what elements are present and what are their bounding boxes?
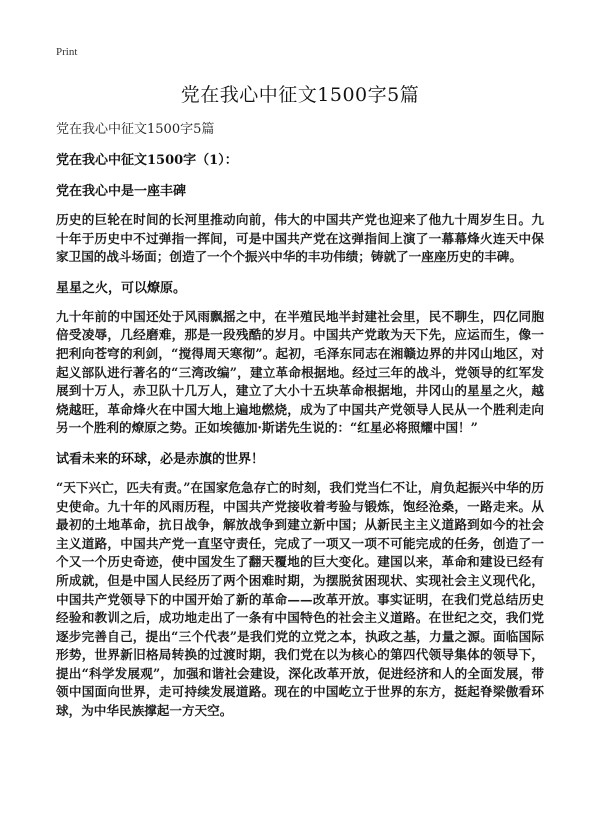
- page-title: 党在我心中征文1500字5篇: [180, 84, 420, 106]
- article-body: [56, 118, 544, 731]
- paragraph-mission: “天下兴亡，匹夫有责。”在国家危急存亡的时刻，我们党当仁不让，肩负起振兴中华的历史使命。九十年的风雨历程，中国共产党接收着考验与锻炼，饱经沧桑，一路走来。从最初的土地革命，抗日战争，解放战争到建立新中国；从新民主主义道路到如今的社会主义道路，中国共产党一直坚守责任，完成了一项又一项不可能完成的任务，创造了一个又一个历史奇迹，使中国发生了翻天覆地的巨大变化。建国以来，革命和建设已经有所成就，但是中国人民经历了两个困难时期，为摆脱贫困现状、实现社会主义现代化，中国共产党领导下的中国开始了新的革命——改革开放。事实证明，在我们党总结历史经验和教训之后，成功地走出了一条有中国特色的社会主义道路。在世纪之交，我们党逐步完善自己，提出“三个代表”是我们党的立党之本，执政之基，力量之源。面临国际形势，世界新旧格局转换的过渡时期，我们党在以为核心的第四代领导集体的领导下，提出“科学发展观”，加强和谐社会建设，深化改革开放，促进经济和人的全面发展，带领中国面向世界，走可持续发展道路。现在的中国屹立于世界的东方，挺起脊梁傲看环球，为中华民族撑起一方天空。: [56, 479, 544, 719]
- heading-monument: 党在我心中是一座丰碑: [56, 184, 187, 199]
- paragraph-history: 历史的巨轮在时间的长河里推动向前，伟大的中国共产党也迎来了他九十周岁生日。九十年于历史中不过弹指一挥间，可是中国共产党在这弹指间上演了一幕幕烽火连天中保家卫国的战斗场面；创造了一个个振兴中华的丰功伟绩；铸就了一座座历史的丰碑。: [56, 212, 544, 265]
- heading-spark: 星星之火，可以燎原。: [56, 280, 187, 296]
- paragraph-revolution: 九十年前的中国还处于风雨飘摇之中，在半殖民地半封建社会里，民不聊生，四亿同胞倍受凌辱，几经磨难，那是一段残酷的岁月。中国共产党敢为天下先，应运而生，像一把利向苍穹的利剑，“搅得周天寒彻”。起初，毛泽东同志在湘赣边界的井冈山地区，对起义部队进行著名的“三湾改编”，建立革命根据地。经过三年的战斗，党领导的红军发展到十万人，赤卫队十几万人，建立了大小十五块革命根据地，井冈山的星星之火，越烧越旺，革命烽火在中国大地上遍地燃烧，成为了中国共产党领导人民从一个胜利走向另一个胜利的燎原之势。正如埃德加·斯诺先生说的：“红星必将照耀中国！”: [56, 308, 544, 436]
- article-subtitle: 党在我心中征文1500字5篇: [56, 122, 215, 137]
- section-title: 党在我心中征文1500字（1）：: [56, 153, 238, 168]
- heading-future: 试看未来的环球，必是赤旗的世界！: [56, 451, 265, 467]
- print-link[interactable]: Print: [56, 46, 78, 58]
